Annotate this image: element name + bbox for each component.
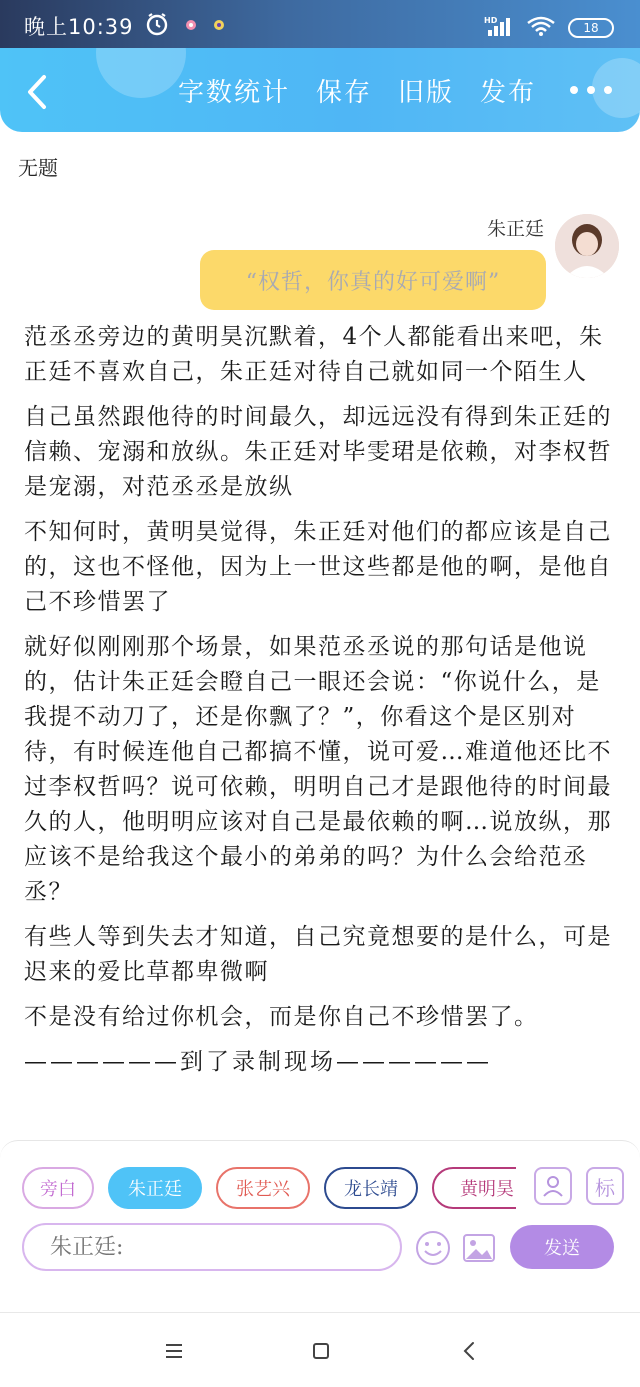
chevron-left-icon bbox=[26, 74, 48, 110]
save-button[interactable]: 保存 bbox=[315, 78, 372, 108]
network-type: HD bbox=[484, 16, 498, 25]
image-icon bbox=[460, 1229, 498, 1267]
app-notification-icon bbox=[184, 17, 198, 36]
send-button[interactable]: 发送 bbox=[510, 1225, 614, 1269]
narrative-paragraph[interactable]: 不知何时，黄明昊觉得，朱正廷对他们的都应该是自己的，这也不怪他，因为上一世这些都是他的啊，是他自己不珍惜罢了 bbox=[24, 519, 612, 615]
speaker-name: 朱正廷 bbox=[486, 218, 544, 240]
alarm-clock-icon bbox=[144, 11, 170, 41]
word-count-button[interactable]: 字数统计 bbox=[177, 78, 290, 108]
app-notification-icon-2 bbox=[212, 17, 226, 36]
status-left-icons bbox=[144, 11, 226, 41]
menu-nav-button[interactable] bbox=[158, 1335, 190, 1367]
header-toolbar bbox=[178, 72, 536, 109]
character-chip-aside[interactable]: 旁白 bbox=[22, 1167, 94, 1209]
signal-icon bbox=[484, 14, 514, 42]
wifi-icon bbox=[526, 15, 556, 41]
status-time: 晚上10:39 bbox=[24, 15, 134, 39]
system-nav-bar bbox=[0, 1312, 640, 1387]
document-title[interactable]: 无题 bbox=[18, 156, 58, 180]
menu-lines-icon bbox=[164, 1342, 184, 1360]
battery-level: 18 bbox=[583, 21, 599, 35]
square-home-icon bbox=[311, 1341, 331, 1361]
publish-button[interactable]: 发布 bbox=[479, 78, 536, 108]
avatar-portrait bbox=[555, 214, 619, 278]
narrative-paragraph[interactable]: 有些人等到失去才知道，自己究竟想要的是什么，可是迟来的爱比草都卑微啊 bbox=[24, 924, 612, 985]
character-chip-long[interactable]: 龙长靖 bbox=[324, 1167, 418, 1209]
tag-button[interactable] bbox=[586, 1167, 624, 1205]
narrative-paragraph[interactable]: 范丞丞旁边的黄明昊沉默着，4个人都能看出来吧，朱正廷不喜欢自己，朱正廷对待自己就如同一个陌生人 bbox=[24, 324, 604, 385]
image-button[interactable] bbox=[460, 1229, 498, 1267]
tag-icon-label: 标 bbox=[595, 1175, 615, 1200]
decorative-bubble bbox=[96, 48, 186, 98]
narrative-paragraph[interactable]: 不是没有给过你机会，而是你自己不珍惜罢了。 bbox=[24, 1004, 539, 1030]
dialogue-bubble[interactable]: “权哲，你真的好可爱啊” bbox=[200, 250, 546, 310]
avatar[interactable] bbox=[555, 214, 619, 278]
more-button[interactable] bbox=[570, 86, 612, 94]
smiley-icon bbox=[414, 1229, 452, 1267]
emoji-button[interactable] bbox=[414, 1229, 452, 1267]
narrative-paragraph[interactable]: 自己虽然跟他待的时间最久，却远远没有得到朱正廷的信赖、宠溺和放纵。朱正廷对毕雯珺是依赖，对李权哲是宠溺，对范丞丞是放纵 bbox=[24, 404, 612, 500]
composer-panel bbox=[0, 1140, 640, 1330]
character-chip-zhu[interactable]: 朱正廷 bbox=[108, 1167, 202, 1209]
character-chip-huang[interactable]: 黄明昊 bbox=[432, 1167, 516, 1209]
back-nav-button[interactable] bbox=[453, 1335, 485, 1367]
status-bar bbox=[0, 0, 640, 52]
narrative-body bbox=[24, 320, 614, 1090]
triangle-back-icon bbox=[461, 1341, 477, 1361]
title-bar bbox=[0, 48, 640, 132]
message-input[interactable] bbox=[22, 1223, 402, 1271]
old-version-button[interactable]: 旧版 bbox=[397, 78, 454, 108]
status-right bbox=[484, 14, 614, 42]
narrative-paragraph[interactable]: 就好似刚刚那个场景，如果范丞丞说的那句话是他说的，估计朱正廷会瞪自己一眼还会说：“你说什么，是我提不动刀了，还是你飘了？”，你看这个是区别对待，有时候连他自己都搞不懂，说可爱…难道他还比不过李权哲吗？说可依赖，明明自己才是跟他待的时间最久的人，他明明应该对自己是最依赖的啊…说放纵，那应该不是给我这个最小的弟弟的吗？为什么会给范丞丞？ bbox=[24, 634, 612, 905]
home-nav-button[interactable] bbox=[305, 1335, 337, 1367]
character-chip-zhang[interactable]: 张艺兴 bbox=[216, 1167, 310, 1209]
more-dots-icon bbox=[570, 86, 578, 94]
composer-input-row bbox=[22, 1223, 618, 1271]
battery-icon bbox=[568, 18, 614, 38]
person-card-icon bbox=[540, 1173, 566, 1199]
character-selector bbox=[22, 1167, 516, 1211]
back-button[interactable] bbox=[20, 72, 54, 112]
scene-divider[interactable]: ——————到了录制现场—————— bbox=[24, 1049, 492, 1075]
character-manage-button[interactable] bbox=[534, 1167, 572, 1205]
